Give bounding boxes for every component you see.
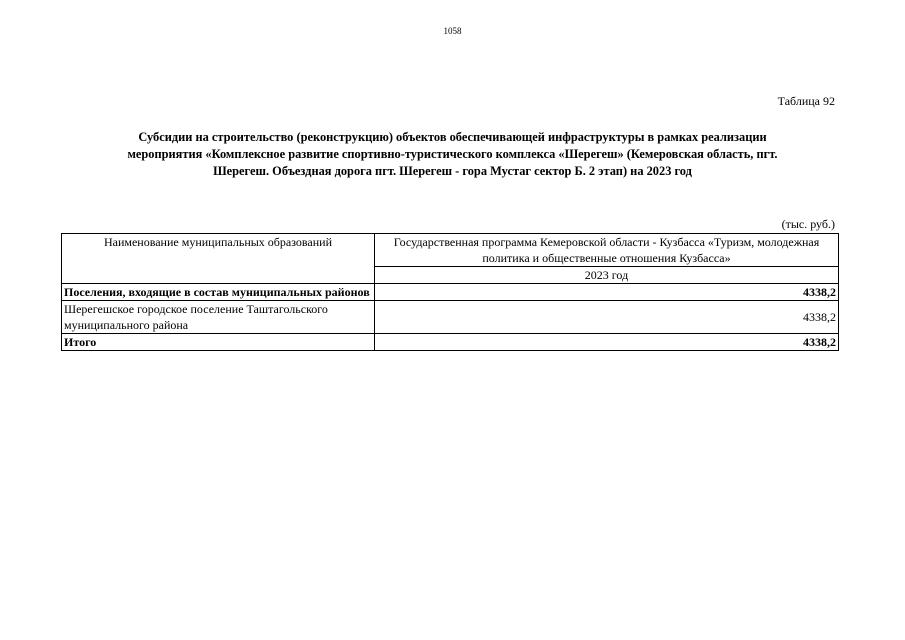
row-value: 4338,2 — [375, 284, 839, 301]
row-value: 4338,2 — [375, 334, 839, 351]
document-title — [60, 129, 845, 180]
row-name: Шерегешское городское поселение Таштагольского муниципального района — [62, 301, 375, 334]
row-value: 4338,2 — [375, 301, 839, 334]
title-line-1: Субсидии на строительство (реконструкцию) объектов обеспечивающей инфраструктуры в рамках реализации — [138, 130, 767, 144]
row-name: Итого — [62, 334, 375, 351]
units-label: (тыс. руб.) — [781, 217, 835, 231]
row-name: Поселения, входящие в состав муниципальных районов — [62, 284, 375, 301]
page-number: 1058 — [443, 26, 462, 36]
subsidy-table — [61, 233, 839, 351]
table-row — [62, 284, 839, 301]
title-line-2: мероприятия «Комплексное развитие спортивно-туристического комплекса «Шерегеш» (Кемеровская область, пгт. — [127, 147, 778, 161]
header-program: Государственная программа Кемеровской области - Кузбасса «Туризм, молодежная политика и общественные отношения Кузбасса» — [375, 234, 839, 267]
table-row-total — [62, 334, 839, 351]
table-header-row — [62, 234, 839, 267]
table-label: Таблица 92 — [777, 94, 835, 108]
header-year: 2023 год — [375, 267, 839, 284]
table-row — [62, 301, 839, 334]
title-line-3: Шерегеш. Объездная дорога пгт. Шерегеш - гора Мустаг сектор Б. 2 этап) на 2023 год — [213, 164, 692, 178]
header-municipality: Наименование муниципальных образований — [62, 234, 375, 284]
